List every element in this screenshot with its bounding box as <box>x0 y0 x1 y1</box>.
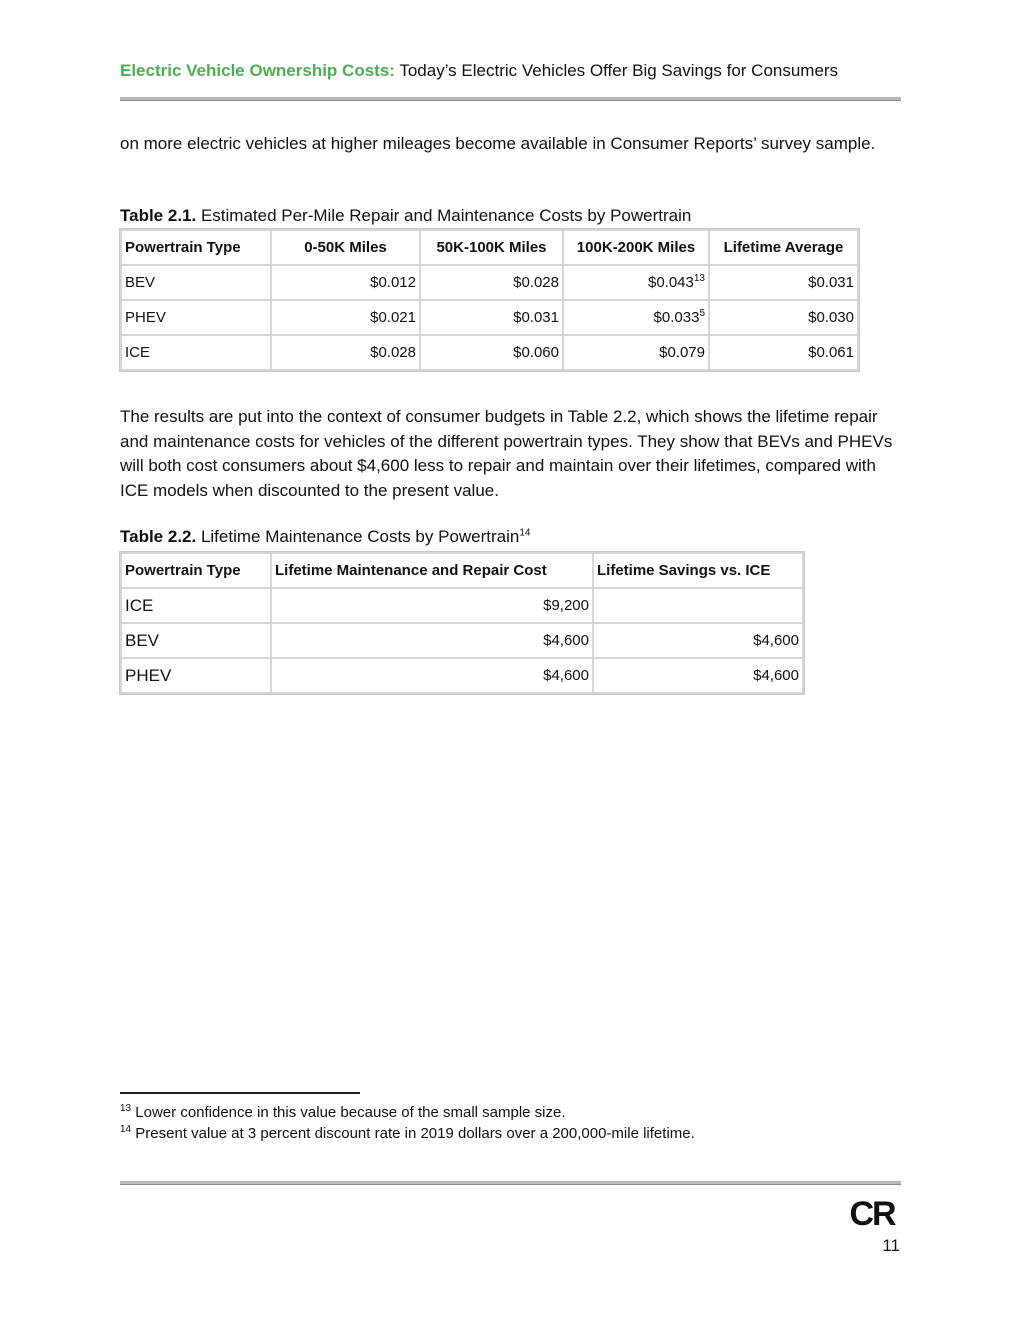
table-cell: $0.028 <box>421 266 562 299</box>
table-cell: $0.061 <box>710 336 857 369</box>
table-cell: ICE <box>122 336 270 369</box>
header-accent: Electric Vehicle Ownership Costs: <box>120 61 395 80</box>
table-cell: BEV <box>122 624 270 657</box>
footnote-ref: 5 <box>699 308 705 319</box>
table-header-cell: 100K-200K Miles <box>564 231 708 264</box>
footnote-number: 14 <box>120 1124 132 1135</box>
table-cell: $0.031 <box>710 266 857 299</box>
footnotes <box>120 1102 695 1144</box>
table-header-cell: 50K-100K Miles <box>421 231 562 264</box>
cell-value: $0.079 <box>659 344 705 361</box>
cell-value: $0.033 <box>653 309 700 326</box>
table-cell: $0.060 <box>421 336 562 369</box>
table-row <box>122 266 857 299</box>
footnote <box>120 1102 695 1123</box>
footnote <box>120 1123 695 1144</box>
header-rule <box>120 97 901 101</box>
table-header-cell: Powertrain Type <box>122 554 270 587</box>
table-header-cell: Lifetime Maintenance and Repair Cost <box>272 554 592 587</box>
footnote-ref: 14 <box>519 527 531 539</box>
footer-rule <box>120 1181 901 1185</box>
table-cell <box>564 301 708 334</box>
table-row <box>122 301 857 334</box>
table-cell: ICE <box>122 589 270 622</box>
cr-logo-icon <box>846 1196 898 1230</box>
footnote-number: 13 <box>120 1103 132 1114</box>
table-cell: PHEV <box>122 659 270 692</box>
cell-value: $0.043 <box>647 274 694 291</box>
table-header-row <box>122 231 857 264</box>
table-cell: $0.031 <box>421 301 562 334</box>
footnote-ref: 13 <box>693 273 705 284</box>
table-cell: $4,600 <box>272 624 592 657</box>
page-number: 11 <box>882 1236 900 1255</box>
table-header-row <box>122 554 802 587</box>
table-cell <box>564 336 708 369</box>
table-cell: PHEV <box>122 301 270 334</box>
table-cell: $0.028 <box>272 336 419 369</box>
header-title: Today’s Electric Vehicles Offer Big Savings for Consumers <box>394 61 839 80</box>
table-row <box>122 624 802 657</box>
table-cell: $0.021 <box>272 301 419 334</box>
table1-caption <box>120 205 691 227</box>
table-header-cell: Powertrain Type <box>122 231 270 264</box>
footnote-text: Lower confidence in this value because of the small sample size. <box>131 1104 566 1121</box>
table2-label: Table 2.2. <box>120 527 197 546</box>
table-cell: $0.012 <box>272 266 419 299</box>
footnote-text: Present value at 3 percent discount rate in 2019 dollars over a 200,000-mile lifetime. <box>131 1125 695 1142</box>
table-row <box>122 589 802 622</box>
table-cell <box>564 266 708 299</box>
table2-caption <box>120 526 531 548</box>
page-header <box>120 60 900 82</box>
table-cell <box>594 589 802 622</box>
cr-logo-text: CR <box>849 1196 895 1230</box>
table2-title: Lifetime Maintenance Costs by Powertrain <box>196 527 520 546</box>
table-cell: $9,200 <box>272 589 592 622</box>
table-lifetime-costs <box>119 551 805 695</box>
table-cell: $4,600 <box>272 659 592 692</box>
table-header-cell: Lifetime Average <box>710 231 857 264</box>
table-header-cell: 0-50K Miles <box>272 231 419 264</box>
table-row <box>122 336 857 369</box>
table-header-cell: Lifetime Savings vs. ICE <box>594 554 802 587</box>
table-cell: $4,600 <box>594 624 802 657</box>
table1-title: Estimated Per-Mile Repair and Maintenance Costs by Powertrain <box>196 206 692 225</box>
paragraph-context: The results are put into the context of consumer budgets in Table 2.2, which shows the lifetime repair and maintenance costs for vehicles of the different powertrain types. They show that BEVs and PHEVs will both cost consumers about $4,600 less to repair and maintain over their lifetimes, compared with ICE models when discounted to the present value. <box>120 407 893 500</box>
paragraph-intro: on more electric vehicles at higher mileages become available in Consumer Reports’ survey sample. <box>120 134 876 153</box>
table-cell: $4,600 <box>594 659 802 692</box>
table-per-mile-costs <box>119 228 860 372</box>
table-cell: BEV <box>122 266 270 299</box>
table-cell: $0.030 <box>710 301 857 334</box>
table-row <box>122 659 802 692</box>
footnote-separator <box>120 1092 360 1094</box>
table1-label: Table 2.1. <box>120 206 197 225</box>
